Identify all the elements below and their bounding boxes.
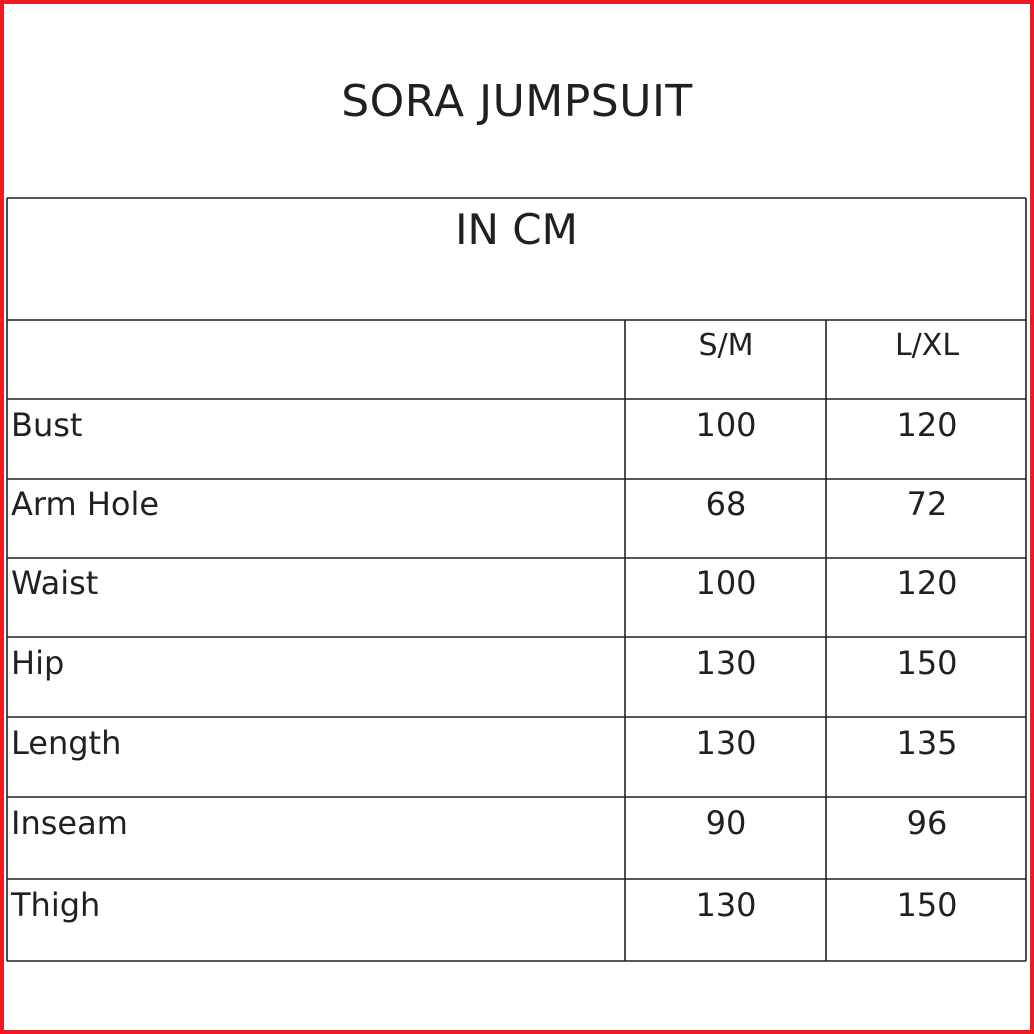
row-label-length: Length [11, 724, 122, 762]
row-label-inseam: Inseam [11, 804, 128, 842]
cell-inseam-s-m: 90 [705, 804, 747, 842]
cell-inseam-l-xl: 96 [906, 804, 948, 842]
cell-length-s-m: 130 [695, 724, 757, 762]
cell-hip-s-m: 130 [695, 644, 757, 682]
row-label-arm-hole: Arm Hole [11, 485, 160, 523]
cell-length-l-xl: 135 [896, 724, 958, 762]
unit-label: IN CM [455, 205, 578, 254]
cell-arm-hole-l-xl: 72 [906, 485, 948, 523]
row-label-hip: Hip [11, 644, 65, 682]
row-label-bust: Bust [11, 406, 83, 444]
column-header-l-xl: L/XL [894, 328, 960, 363]
column-header-s-m: S/M [698, 328, 754, 363]
cell-hip-l-xl: 150 [896, 644, 958, 682]
row-label-waist: Waist [11, 564, 99, 602]
cell-waist-s-m: 100 [695, 564, 757, 602]
cell-bust-s-m: 100 [695, 406, 757, 444]
cell-thigh-l-xl: 150 [896, 886, 958, 924]
cell-bust-l-xl: 120 [896, 406, 958, 444]
cell-waist-l-xl: 120 [896, 564, 958, 602]
page-title: SORA JUMPSUIT [341, 76, 693, 127]
row-label-thigh: Thigh [11, 886, 101, 924]
cell-thigh-s-m: 130 [695, 886, 757, 924]
cell-arm-hole-s-m: 68 [705, 485, 747, 523]
